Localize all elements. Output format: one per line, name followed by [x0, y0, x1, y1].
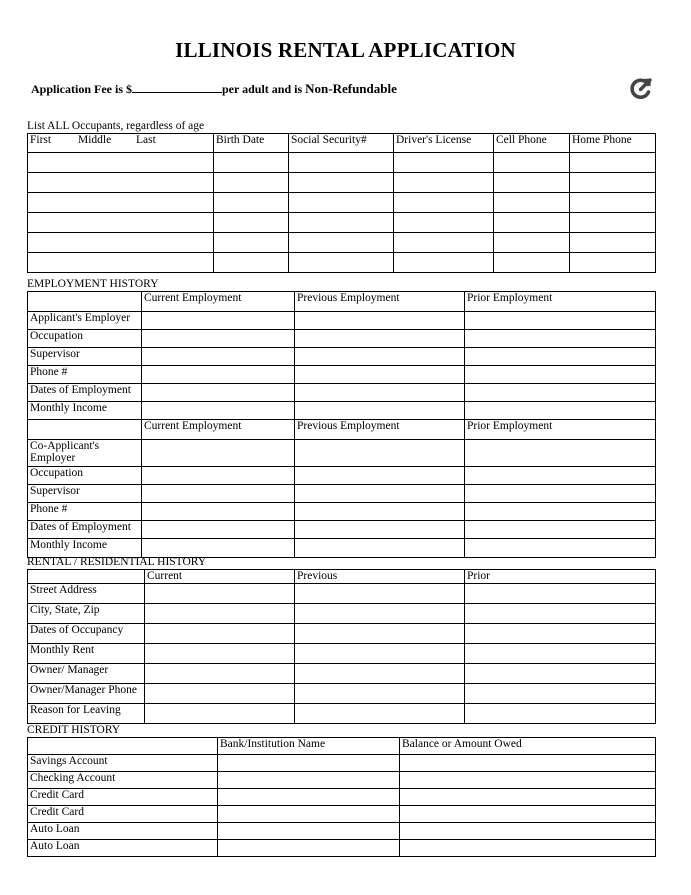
employment-input-cell[interactable] [465, 384, 656, 402]
rental-section-label: RENTAL / RESIDENTIAL HISTORY [27, 556, 207, 568]
rental-input-cell[interactable] [295, 684, 465, 704]
employment-input-cell[interactable] [295, 503, 465, 521]
rental-input-cell[interactable] [465, 684, 656, 704]
table-row [28, 738, 656, 755]
employment-input-cell[interactable] [465, 366, 656, 384]
employment-input-cell[interactable] [465, 485, 656, 503]
employment-row-label: Occupation [28, 330, 142, 348]
occupant-cell[interactable] [570, 193, 656, 213]
employment-input-cell[interactable] [465, 503, 656, 521]
employment-column-header: Current Employment [142, 292, 295, 312]
rental-column-header: Current [145, 570, 295, 584]
table-row [28, 193, 656, 213]
rental-history-table [27, 569, 656, 724]
occupant-cell[interactable] [214, 153, 289, 173]
table-row [28, 467, 656, 485]
credit-input-cell[interactable] [400, 840, 656, 857]
occupant-cell[interactable] [394, 193, 494, 213]
employment-column-header: Previous Employment [295, 292, 465, 312]
employment-input-cell[interactable] [142, 366, 295, 384]
employment-input-cell[interactable] [465, 539, 656, 558]
employment-column-header: Prior Employment [465, 292, 656, 312]
rental-input-cell[interactable] [145, 584, 295, 604]
employment-input-cell[interactable] [465, 348, 656, 366]
rental-input-cell[interactable] [465, 664, 656, 684]
rental-input-cell[interactable] [465, 644, 656, 664]
occupant-cell[interactable] [570, 213, 656, 233]
occupant-cell[interactable] [289, 153, 394, 173]
rental-row-label: Street Address [28, 584, 145, 604]
occupant-cell[interactable] [394, 213, 494, 233]
employment-input-cell[interactable] [142, 384, 295, 402]
table-row [28, 312, 656, 330]
rental-input-cell[interactable] [295, 704, 465, 724]
employment-row-label: Supervisor [28, 348, 142, 366]
table-row [28, 348, 656, 366]
rental-input-cell[interactable] [465, 604, 656, 624]
rental-input-cell[interactable] [295, 604, 465, 624]
occupant-column-header: Social Security# [289, 134, 394, 153]
table-row [28, 823, 656, 840]
employment-input-cell[interactable] [465, 467, 656, 485]
table-row [28, 664, 656, 684]
table-row [28, 755, 656, 772]
occupant-cell[interactable] [494, 193, 570, 213]
table-row [28, 644, 656, 664]
credit-row-label: Credit Card [28, 806, 218, 823]
employment-row-label: Monthly Income [28, 402, 142, 420]
occupant-cell[interactable] [494, 153, 570, 173]
occupant-cell[interactable] [289, 253, 394, 273]
employment-input-cell[interactable] [295, 366, 465, 384]
occupant-cell[interactable] [28, 213, 214, 233]
occupant-column-header: Birth Date [214, 134, 289, 153]
credit-input-cell[interactable] [400, 806, 656, 823]
rental-input-cell[interactable] [145, 604, 295, 624]
credit-input-cell[interactable] [218, 755, 400, 772]
table-row [28, 292, 656, 312]
table-row [28, 624, 656, 644]
occupant-cell[interactable] [494, 173, 570, 193]
employment-input-cell[interactable] [465, 312, 656, 330]
employment-input-cell[interactable] [295, 384, 465, 402]
occupant-cell[interactable] [214, 233, 289, 253]
employment-input-cell[interactable] [295, 485, 465, 503]
credit-input-cell[interactable] [400, 772, 656, 789]
credit-input-cell[interactable] [218, 823, 400, 840]
rental-corner-cell [28, 570, 145, 584]
occupant-cell[interactable] [394, 173, 494, 193]
occupant-cell[interactable] [289, 173, 394, 193]
credit-section-label: CREDIT HISTORY [27, 724, 121, 736]
rental-input-cell[interactable] [295, 624, 465, 644]
rental-column-header: Prior [465, 570, 656, 584]
fee-amount-field[interactable] [132, 80, 222, 93]
employment-corner-cell [28, 420, 142, 440]
occupants-section-label: List ALL Occupants, regardless of age [27, 120, 205, 132]
occupant-cell[interactable] [214, 193, 289, 213]
employment-row-label: Occupation [28, 467, 142, 485]
credit-input-cell[interactable] [400, 789, 656, 806]
occupant-cell[interactable] [28, 173, 214, 193]
table-row [28, 704, 656, 724]
rental-input-cell[interactable] [465, 704, 656, 724]
table-row [28, 440, 656, 467]
table-row [28, 789, 656, 806]
table-row [28, 503, 656, 521]
occupant-cell[interactable] [394, 153, 494, 173]
name-subheader: Middle [78, 134, 112, 146]
credit-row-label: Auto Loan [28, 840, 218, 857]
employment-input-cell[interactable] [142, 485, 295, 503]
rental-input-cell[interactable] [145, 664, 295, 684]
table-row [28, 485, 656, 503]
credit-input-cell[interactable] [400, 823, 656, 840]
credit-input-cell[interactable] [218, 806, 400, 823]
employment-row-label: Monthly Income [28, 539, 142, 558]
employment-input-cell[interactable] [465, 330, 656, 348]
occupant-cell[interactable] [570, 253, 656, 273]
employment-input-cell[interactable] [295, 402, 465, 420]
occupant-cell[interactable] [28, 253, 214, 273]
employment-input-cell[interactable] [295, 330, 465, 348]
employment-row-label: Applicant's Employer [28, 312, 142, 330]
occupant-cell[interactable] [494, 233, 570, 253]
table-row [28, 153, 656, 173]
table-row [28, 253, 656, 273]
table-row [28, 570, 656, 584]
occupant-cell[interactable] [28, 233, 214, 253]
employment-row-label: Dates of Employment [28, 384, 142, 402]
occupant-column-header: Home Phone [570, 134, 656, 153]
occupant-cell[interactable] [394, 253, 494, 273]
employment-input-cell[interactable] [465, 521, 656, 539]
occupant-name-header [28, 134, 214, 153]
occupant-cell[interactable] [394, 233, 494, 253]
table-row [28, 806, 656, 823]
credit-row-label: Auto Loan [28, 823, 218, 840]
rental-row-label: Owner/ Manager [28, 664, 145, 684]
fee-prefix: Application Fee is $ [31, 82, 132, 96]
employment-table [27, 291, 656, 558]
employment-row-label: Phone # [28, 503, 142, 521]
employment-section-label: EMPLOYMENT HISTORY [27, 278, 159, 290]
employment-input-cell[interactable] [295, 467, 465, 485]
occupant-cell[interactable] [570, 173, 656, 193]
rental-input-cell[interactable] [145, 624, 295, 644]
employment-input-cell[interactable] [295, 521, 465, 539]
employment-input-cell[interactable] [142, 348, 295, 366]
employment-input-cell[interactable] [295, 312, 465, 330]
table-row [28, 584, 656, 604]
occupant-cell[interactable] [289, 193, 394, 213]
employment-input-cell[interactable] [295, 440, 465, 467]
employment-input-cell[interactable] [142, 521, 295, 539]
employment-input-cell[interactable] [142, 312, 295, 330]
fee-middle: per adult and is [222, 82, 306, 96]
table-row [28, 521, 656, 539]
rental-input-cell[interactable] [295, 664, 465, 684]
table-row [28, 840, 656, 857]
table-row [28, 420, 656, 440]
occupant-cell[interactable] [570, 233, 656, 253]
rental-input-cell[interactable] [465, 584, 656, 604]
credit-column-header: Balance or Amount Owed [400, 738, 656, 755]
table-row [28, 604, 656, 624]
employment-input-cell[interactable] [142, 503, 295, 521]
table-row [28, 539, 656, 558]
credit-row-label: Credit Card [28, 789, 218, 806]
credit-input-cell[interactable] [218, 789, 400, 806]
employment-row-label: Phone # [28, 366, 142, 384]
table-row [28, 134, 656, 153]
occupant-cell[interactable] [28, 193, 214, 213]
rental-column-header: Previous [295, 570, 465, 584]
rental-input-cell[interactable] [145, 704, 295, 724]
credit-input-cell[interactable] [218, 772, 400, 789]
credit-row-label: Savings Account [28, 755, 218, 772]
occupant-cell[interactable] [494, 213, 570, 233]
employment-input-cell[interactable] [142, 440, 295, 467]
refresh-arrow-icon [628, 75, 654, 101]
employment-input-cell[interactable] [142, 539, 295, 558]
occupant-cell[interactable] [28, 153, 214, 173]
rental-input-cell[interactable] [295, 584, 465, 604]
credit-column-header: Bank/Institution Name [218, 738, 400, 755]
occupant-cell[interactable] [289, 233, 394, 253]
rental-row-label: Owner/Manager Phone [28, 684, 145, 704]
table-row [28, 402, 656, 420]
table-row [28, 684, 656, 704]
employment-input-cell[interactable] [142, 330, 295, 348]
employment-column-header: Prior Employment [465, 420, 656, 440]
rental-input-cell[interactable] [295, 644, 465, 664]
rental-row-label: Monthly Rent [28, 644, 145, 664]
employment-row-label: Dates of Employment [28, 521, 142, 539]
employment-input-cell[interactable] [465, 440, 656, 467]
credit-history-table [27, 737, 656, 857]
table-row [28, 213, 656, 233]
application-fee-line [31, 80, 397, 97]
employment-input-cell[interactable] [295, 348, 465, 366]
rental-input-cell[interactable] [145, 684, 295, 704]
table-row [28, 330, 656, 348]
employment-column-header: Current Employment [142, 420, 295, 440]
table-row [28, 366, 656, 384]
table-row [28, 233, 656, 253]
credit-input-cell[interactable] [400, 755, 656, 772]
occupant-cell[interactable] [570, 153, 656, 173]
occupant-cell[interactable] [494, 253, 570, 273]
employment-input-cell[interactable] [142, 467, 295, 485]
table-row [28, 384, 656, 402]
credit-corner-cell [28, 738, 218, 755]
credit-row-label: Checking Account [28, 772, 218, 789]
employment-column-header: Previous Employment [295, 420, 465, 440]
employment-row-label: Co-Applicant's Employer [28, 440, 142, 467]
rental-input-cell[interactable] [465, 624, 656, 644]
name-subheader: First [30, 134, 52, 146]
occupant-cell[interactable] [214, 213, 289, 233]
occupant-cell[interactable] [214, 173, 289, 193]
rental-row-label: Reason for Leaving [28, 704, 145, 724]
occupant-cell[interactable] [289, 213, 394, 233]
page-title: ILLINOIS RENTAL APPLICATION [175, 38, 516, 62]
employment-row-label: Supervisor [28, 485, 142, 503]
name-subheader: Last [136, 134, 156, 146]
credit-input-cell[interactable] [218, 840, 400, 857]
occupant-cell[interactable] [214, 253, 289, 273]
occupant-column-header: Cell Phone [494, 134, 570, 153]
occupant-column-header: Driver's License [394, 134, 494, 153]
employment-input-cell[interactable] [295, 539, 465, 558]
employment-corner-cell [28, 292, 142, 312]
employment-input-cell[interactable] [465, 402, 656, 420]
table-row [28, 772, 656, 789]
fee-non-refundable: Non-Refundable [305, 81, 397, 96]
rental-row-label: City, State, Zip [28, 604, 145, 624]
table-row [28, 173, 656, 193]
occupants-table [27, 133, 656, 273]
employment-input-cell[interactable] [142, 402, 295, 420]
rental-row-label: Dates of Occupancy [28, 624, 145, 644]
rental-input-cell[interactable] [145, 644, 295, 664]
